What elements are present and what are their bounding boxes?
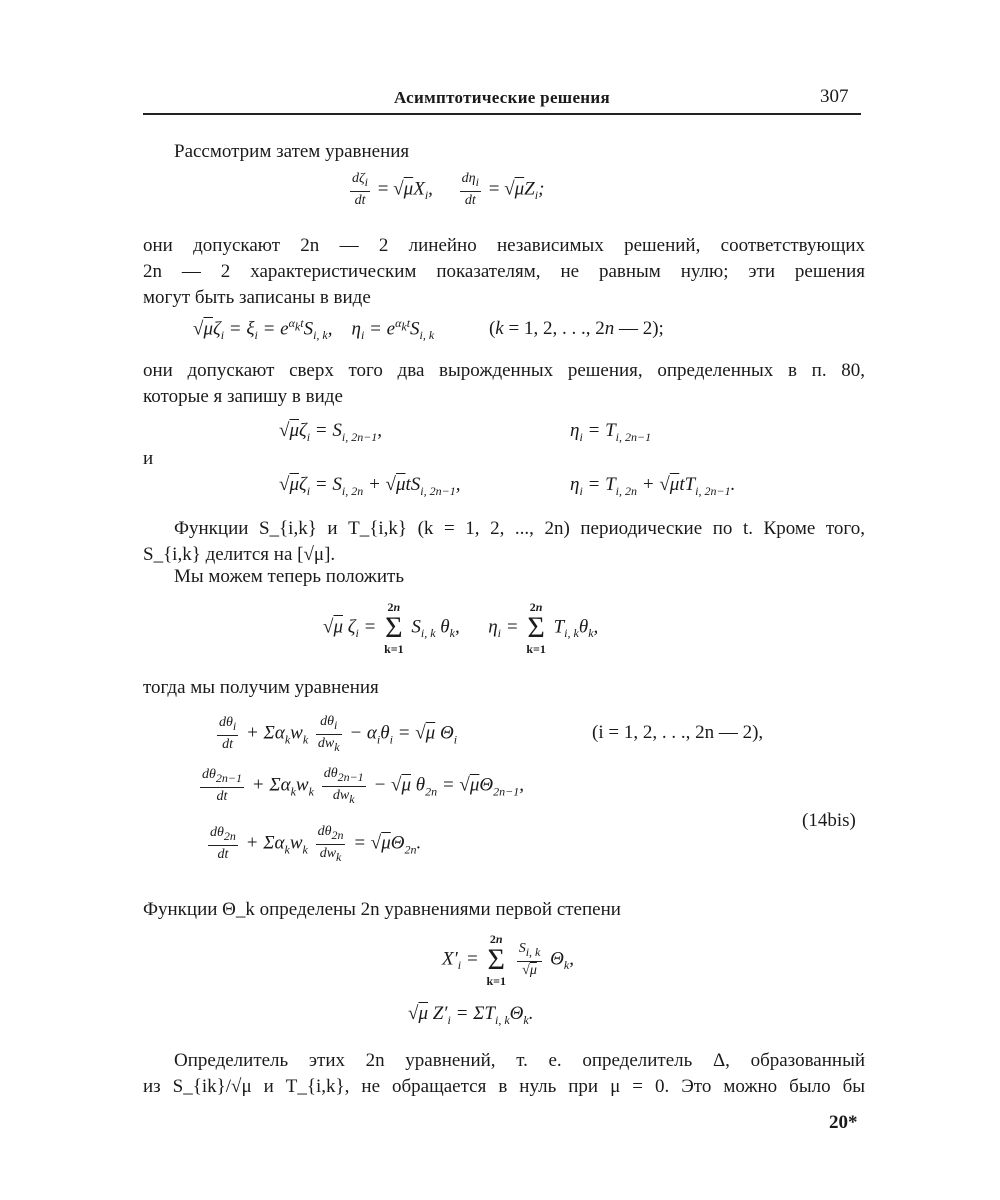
printer-signature: 20* <box>829 1112 858 1133</box>
equation-degenerate-2-eta: $\eta_i = T_{i, 2n} + √\mu tT_{i, 2n-1}$. <box>570 474 736 498</box>
equation-z-prime: √μ $Z'_i = \Sigma T_{i, k}\Theta_k$. <box>408 1003 534 1027</box>
paragraph-we-can-set: Мы можем теперь положить <box>174 566 404 587</box>
text-line: 2n — 2 характеристическим показателям, не равным нулю; эти решения <box>143 261 865 282</box>
text-line: которые я запишу в виде <box>143 386 343 407</box>
equation-label-14bis: (14bis) <box>802 810 856 831</box>
equation-14bis-line-2: $\frac{d\theta_{2n-1}}{dt}$ + $\Sigma\alpha_kw_k$ $\frac{d\theta_{2n-1}}{dw_k}$ − √μ $\theta_{2n} = √\mu\Theta_{2n-1}$, <box>202 766 524 806</box>
equation-degenerate-2: $√\mu\zeta_i = S_{i, 2n} + √\mu tS_{i, 2n-1}$, <box>279 474 461 498</box>
header-rule <box>143 113 861 115</box>
running-header-title: Асимптотические решения <box>394 88 610 107</box>
equation-degenerate-1-eta: $\eta_i = T_{i, 2n-1}$ <box>570 420 652 444</box>
text-line: могут быть записаны в виде <box>143 287 371 308</box>
equation-14bis-line-1: $\frac{d\theta_i}{dt}$ + $\Sigma\alpha_kw_k$ $\frac{d\theta_i}{dw_k}$ − $\alpha_i\theta_i = √\mu$ $\Theta_i$ <box>219 714 458 754</box>
equation-sum-theta: √μ $\zeta_i$ = 2n Σ k=1 $S_{i, k}$ $\theta_k$, $\eta_i$ = 2n Σ k=1 $T_{i, k}\theta_k$, <box>323 600 599 656</box>
paragraph-determinant <box>143 1048 865 1100</box>
equation-degenerate-1: $√\mu\zeta_i = S_{i, 2n-1}$, <box>279 420 383 444</box>
equation-14bis-line-3: $\frac{d\theta_{2n}}{dt}$ + $\Sigma\alpha_kw_k$ $\frac{d\theta_{2n}}{dw_k}$ = $√\mu\Theta_{2n}$. <box>210 824 422 864</box>
text-line: Определитель этих 2n уравнений, т. е. определитель Δ, образованный <box>174 1050 865 1071</box>
equation-x-prime: $X'_i$ = 2n Σ k=1 $\frac{S_{i, k}}{√\mu}$ $\Theta_k$, <box>442 932 574 988</box>
text-line: они допускают 2n — 2 линейно независимых решений, соответствующих <box>143 235 865 256</box>
paragraph-independent-solutions <box>143 233 865 311</box>
text-line: они допускают сверх того два вырожденных решения, определенных в п. 80, <box>143 360 865 381</box>
equation-xi-eta-exp: $√\mu\zeta_i = \xi_i = e^{\alpha_kt}S_{i, k}$, $\eta_i = e^{\alpha_kt}S_{i, k}$ (k = 1, 2, . . ., 2n — 2); <box>193 316 664 343</box>
paragraph-periodic-functions <box>143 516 865 568</box>
text-line: S_{i,k} делится на [√μ]. <box>143 544 336 565</box>
paragraph-then-we-get: тогда мы получим уравнения <box>143 677 379 698</box>
text-line: из S_{ik}/√μ и T_{i,k}, не обращается в нуль при μ = 0. Это можно было бы <box>143 1076 865 1097</box>
text-line: Функции S_{i,k} и T_{i,k} (k = 1, 2, ..., 2n) периодические по t. Кроме того, <box>174 518 865 539</box>
paragraph-theta-defined: Функции Θ_k определены 2n уравнениями первой степени <box>143 899 621 920</box>
equation-dzeta-deta: $\frac{d\zeta_i}{dt}$ = $√\mu X_i$, $\frac{d\eta_i}{dt}$ = $√\mu Z_i$; <box>352 171 545 208</box>
conjunction-and: и <box>143 448 154 469</box>
equation-14bis-range: (i = 1, 2, . . ., 2n — 2), <box>592 722 764 743</box>
paragraph-degenerate-solutions <box>143 358 865 410</box>
paragraph-consider: Рассмотрим затем уравнения <box>174 141 410 162</box>
page-number: 307 <box>820 86 849 107</box>
